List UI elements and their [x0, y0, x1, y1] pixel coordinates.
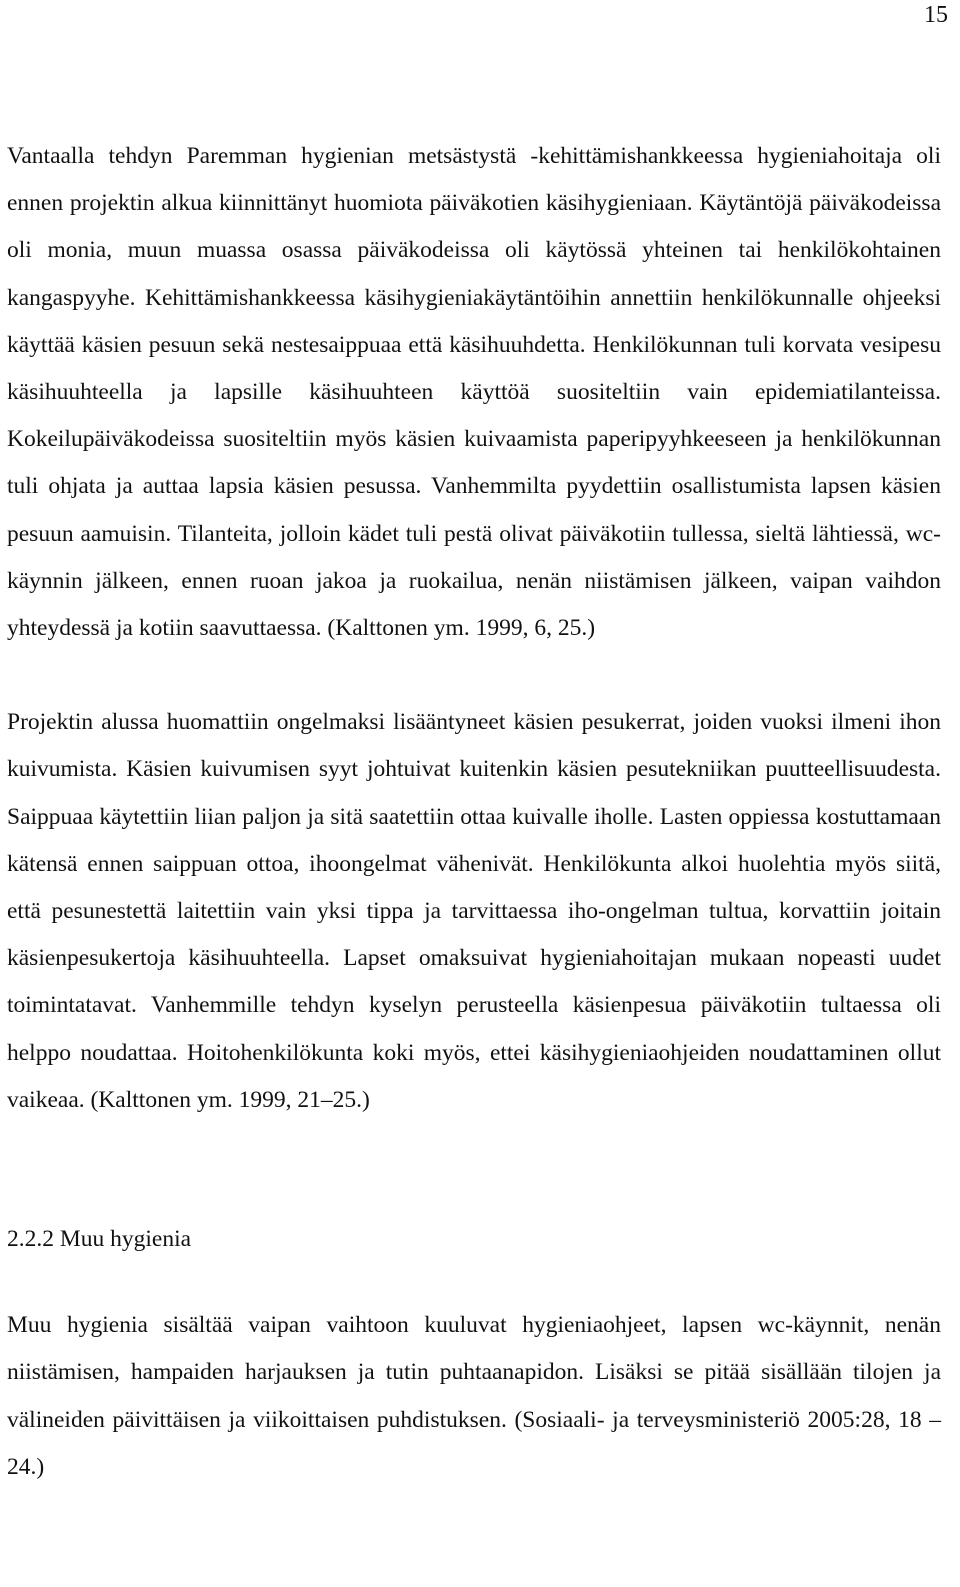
paragraph-other-hygiene: Muu hygienia sisältää vaipan vaihtoon kuuluvat hygieniaohjeet, lapsen wc-käynnit, nenän niistämisen, hampaiden harjauksen ja tutin puhtaanapidon. Lisäksi se pitää sisällään tilojen ja välineiden päivittäisen ja viikoittaisen puhdistuksen. (Sosiaali- ja terveysministeriö 2005:28, 18 – 24.)	[7, 1312, 941, 1480]
paragraph-hand-hygiene-project: Vantaalla tehdyn Paremman hygienian metsästystä -kehittämishankkeessa hygieniahoitaja oli ennen projektin alkua kiinnittänyt huomiota päiväkotien käsihygieniaan. Käytäntöjä päiväkodeissa oli monia, muun muassa osassa päiväkodeissa oli käytössä yhteinen tai henkilökohtainen kangaspyyhe. Kehittämishankkeessa käsihygieniakäytäntöihin annettiin henkilökunnalle ohjeeksi käyttää käsien pesuun sekä nestesaippuaa että käsihuuhdetta. Henkilökunnan tuli korvata vesipesu käsihuuhteella ja lapsille käsihuuhteen käyttöä suositeltiin vain epidemiatilanteissa. Kokeilupäiväkodeissa suositeltiin myös käsien kuivaamista paperipyyhkeeseen ja henkilökunnan tuli ohjata ja auttaa lapsia käsien pesussa. Vanhemmilta pyydettiin osallistumista lapsen käsien pesuun aamuisin. Tilanteita, jolloin kädet tuli pestä olivat päiväkotiin tullessa, sieltä lähtiessä, wc-käynnin jälkeen, ennen ruoan jakoa ja ruokailua, nenän niistämisen jälkeen, vaipan vaihdon yhteydessä ja kotiin saavuttaessa. (Kalttonen ym. 1999, 6, 25.)	[7, 143, 941, 642]
paragraph-skin-dryness: Projektin alussa huomattiin ongelmaksi lisääntyneet käsien pesukerrat, joiden vuoksi ilmeni ihon kuivumista. Käsien kuivumisen syyt johtuivat kuitenkin käsien pesutekniikan puutteellisuudesta. Saippuaa käytettiin liian paljon ja sitä saatettiin ottaa kuivalle iholle. Lasten oppiessa kostuttamaan kätensä ennen saippuan ottoa, ihoongelmat vähenivät. Henkilökunta alkoi huolehtia myös siitä, että pesunestettä laitettiin vain yksi tippa ja tarvittaessa iho-ongelman tultua, korvattiin joitain käsienpesukertoja käsihuuhteella. Lapset omaksuivat hygieniahoitajan mukaan nopeasti uudet toimintatavat. Vanhemmille tehdyn kyselyn perusteella käsienpesua päiväkotiin tultaessa oli helppo noudattaa. Hoitohenkilökunta koki myös, ettei käsihygieniaohjeiden noudattaminen ollut vaikeaa. (Kalttonen ym. 1999, 21–25.)	[7, 709, 941, 1113]
page-number: 15	[924, 2, 948, 28]
section-heading: 2.2.2 Muu hygienia	[7, 1226, 192, 1253]
document-body	[7, 133, 941, 1491]
